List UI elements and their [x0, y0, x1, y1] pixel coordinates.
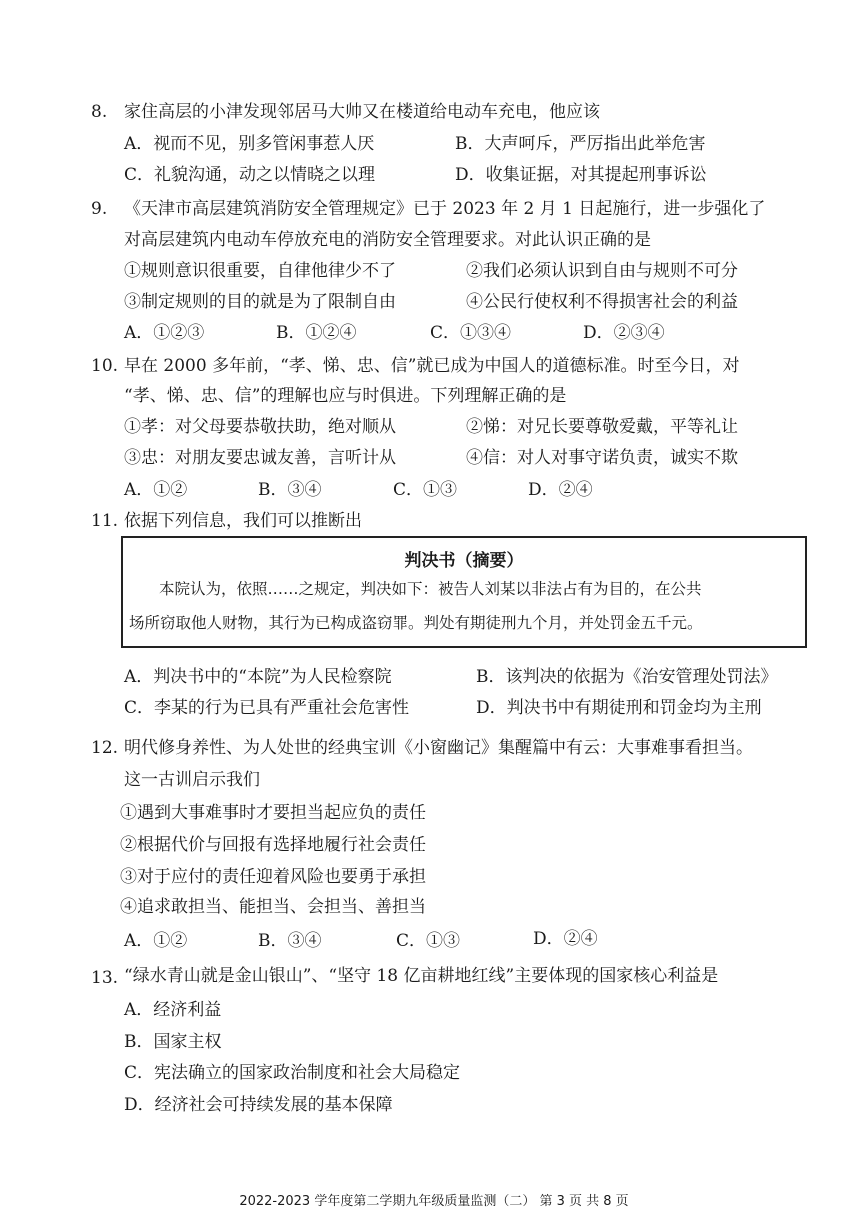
question-stem: 家住高层的小津发现邻居马大帅又在楼道给电动车充电，他应该	[124, 102, 600, 122]
statement-4: ④信：对人对事守诺负责，诚实不欺	[466, 448, 738, 468]
statement-2: ②悌：对兄长要尊敬爱戴，平等礼让	[466, 417, 738, 437]
question-number: 12.	[91, 738, 119, 758]
question-stem: 《天津市高层建筑消防安全管理规定》已于 2023 年 2 月 1 日起施行，进一步强化了	[124, 199, 766, 219]
option-b: B．①②④	[276, 323, 357, 343]
option-b: B．国家主权	[124, 1032, 222, 1052]
statement-3: ③对于应付的责任迎着风险也要勇于承担	[120, 867, 426, 887]
option-a: A．①②	[124, 480, 188, 500]
option-c: C．李某的行为已具有严重社会危害性	[124, 698, 410, 718]
verdict-title: 判决书（摘要）	[404, 551, 524, 571]
option-c: C．①③	[396, 931, 461, 951]
option-b: B．③④	[258, 931, 322, 951]
statement-3: ③忠：对朋友要忠诚友善，言听计从	[124, 448, 396, 468]
statement-4: ④公民行使权利不得损害社会的利益	[466, 292, 738, 312]
option-d: D．②③④	[583, 323, 665, 343]
option-b: B．③④	[258, 480, 322, 500]
verdict-box	[121, 536, 807, 648]
option-a: A．①②③	[124, 323, 205, 343]
question-number: 11.	[91, 511, 119, 531]
question-stem-continued: 对高层建筑内电动车停放充电的消防安全管理要求。对此认识正确的是	[124, 230, 651, 250]
option-c: C．礼貌沟通，动之以情晓之以理	[124, 165, 376, 185]
option-b: B．该判决的依据为《治安管理处罚法》	[476, 667, 778, 687]
option-a: A．经济利益	[124, 1000, 222, 1020]
option-d: D．经济社会可持续发展的基本保障	[124, 1095, 393, 1115]
question-number: 9.	[91, 199, 108, 219]
question-number: 8.	[91, 102, 108, 122]
question-stem: “绿水青山就是金山银山”、“坚守 18 亿亩耕地红线”主要体现的国家核心利益是	[124, 966, 719, 986]
statement-1: ①规则意识很重要，自律他律少不了	[124, 261, 396, 281]
question-stem: 明代修身养性、为人处世的经典宝训《小窗幽记》集醒篇中有云：大事难事看担当。	[124, 738, 753, 758]
option-a: A．判决书中的“本院”为人民检察院	[124, 667, 392, 687]
option-d: D．判决书中有期徒刑和罚金均为主刑	[476, 698, 762, 718]
question-stem: 依据下列信息，我们可以推断出	[124, 511, 362, 531]
question-stem-continued: 这一古训启示我们	[124, 770, 260, 790]
statement-1: ①孝：对父母要恭敬扶助，绝对顺从	[124, 417, 396, 437]
option-a: A．①②	[124, 931, 188, 951]
option-d: D．收集证据，对其提起刑事诉讼	[455, 165, 707, 185]
option-a: A．视而不见，别多管闲事惹人厌	[124, 134, 375, 154]
statement-1: ①遇到大事难事时才要担当起应负的责任	[120, 803, 426, 823]
option-c: C．①③	[393, 480, 458, 500]
question-stem-continued: “孝、悌、忠、信”的理解也应与时俱进。下列理解正确的是	[124, 386, 567, 406]
question-stem: 早在 2000 多年前，“孝、悌、忠、信”就已成为中国人的道德标准。时至今日，对	[124, 356, 740, 376]
option-c: C．宪法确立的国家政治制度和社会大局稳定	[124, 1063, 461, 1083]
verdict-text-line-2: 场所窃取他人财物，其行为已构成盗窃罪。判处有期徒刑九个月，并处罚金五千元。	[129, 614, 703, 632]
statement-2: ②我们必须认识到自由与规则不可分	[466, 261, 738, 281]
page-footer: 2022-2023 学年度第二学期九年级质量监测（二） 第 3 页 共 8 页	[239, 1194, 629, 1209]
option-c: C．①③④	[430, 323, 512, 343]
question-number: 10.	[91, 356, 119, 376]
statement-2: ②根据代价与回报有选择地履行社会责任	[120, 835, 426, 855]
statement-3: ③制定规则的目的就是为了限制自由	[124, 292, 396, 312]
question-number: 13.	[91, 968, 119, 988]
option-d: D．②④	[528, 480, 593, 500]
option-d: D．②④	[533, 929, 598, 949]
statement-4: ④追求敢担当、能担当、会担当、善担当	[120, 897, 426, 917]
option-b: B．大声呵斥，严厉指出此举危害	[455, 134, 706, 154]
verdict-text-line-1: 本院认为，依照……之规定，判决如下：被告人刘某以非法占有为目的，在公共	[159, 580, 702, 598]
